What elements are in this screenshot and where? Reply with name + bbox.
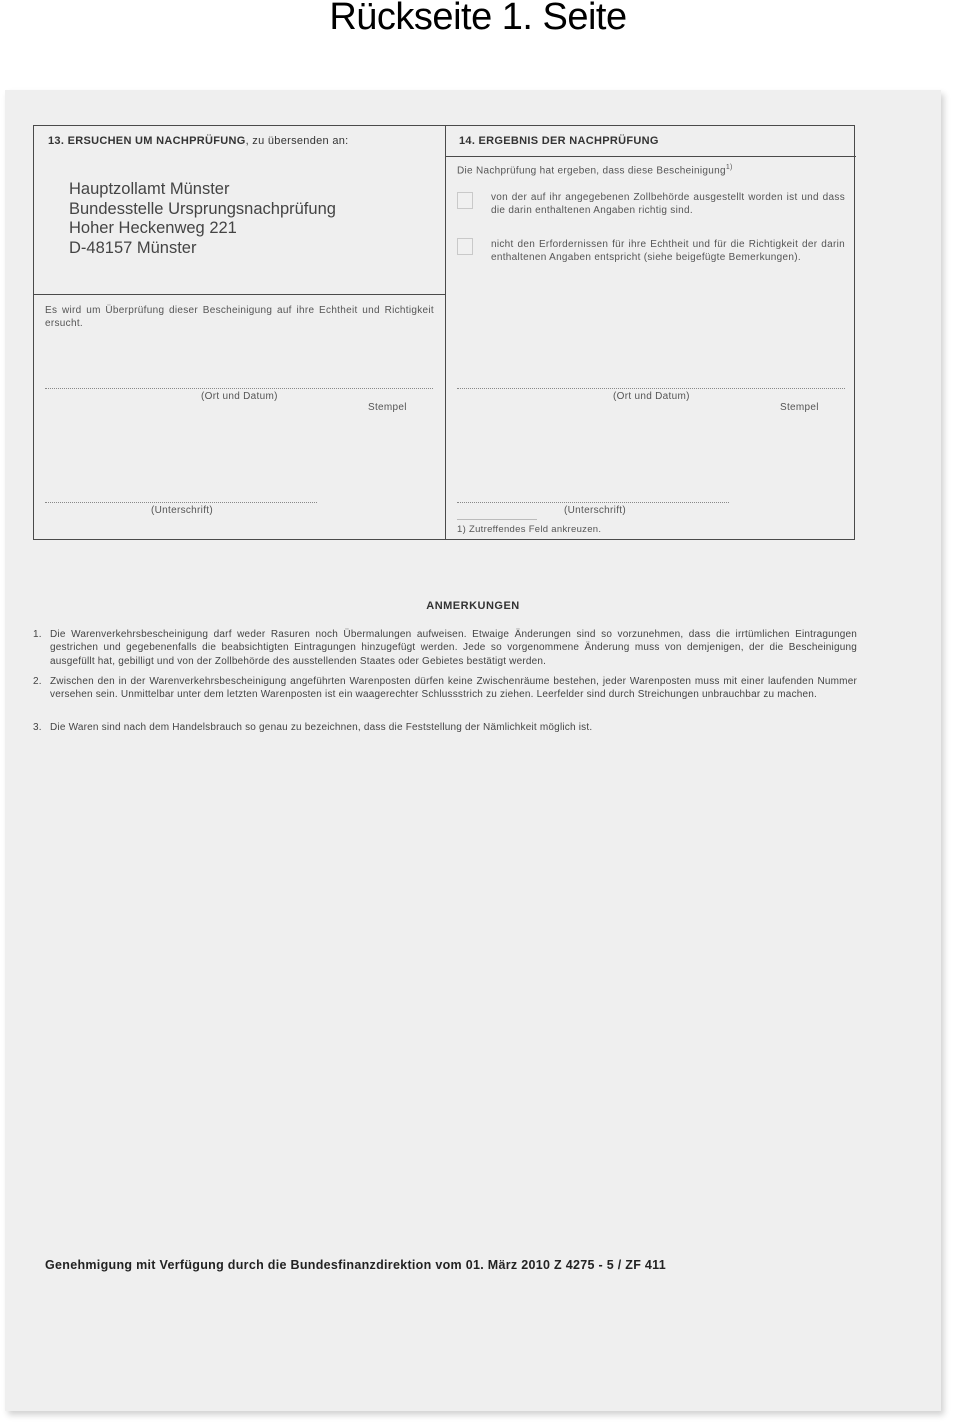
signature-line-14[interactable] xyxy=(457,502,729,503)
signature-label-14: (Unterschrift) xyxy=(564,505,626,516)
address-line: Bundesstelle Ursprungsnachprüfung xyxy=(69,199,336,218)
intro-footnote-ref: 1) xyxy=(725,164,733,171)
note-number: 1. xyxy=(33,629,42,640)
option-valid-text: von der auf ihr angegebenen Zollbehörde ausgestellt worden ist und dass die darin enthaltenen Angaben richtig sind. xyxy=(491,192,845,216)
section14-header-divider xyxy=(446,156,856,157)
approval-footer: Genehmigung mit Verfügung durch die Bundesfinanzdirektion vom 01. März 2010 Z 4275 - 5 / ZF 411 xyxy=(45,1258,666,1272)
page-caption: Rückseite 1. Seite xyxy=(329,0,627,38)
note-text: Zwischen den in der Warenverkehrsbescheinigung angeführten Warenposten dürfen keine Zwischenräume bestehen, jeder Warenposten muss mit einer laufenden Nummer versehen sein. Unmittelbar unter dem letzten Warenposten ist ein waagerechter Schlussstrich zu ziehen. Leerfelder sind durch Streichungen unbrauchbar zu machen. xyxy=(50,676,857,701)
verification-form xyxy=(33,125,855,540)
section13-title-bold: ERSUCHEN UM NACHPRÜFUNG xyxy=(67,135,246,147)
option-valid-checkbox[interactable] xyxy=(457,192,473,209)
notes-title: ANMERKUNGEN xyxy=(426,600,520,612)
note-text: Die Waren sind nach dem Handelsbrauch so genau zu bezeichnen, dass die Feststellung der Nämlichkeit möglich ist. xyxy=(50,722,593,733)
place-date-line-14[interactable] xyxy=(457,388,845,389)
footnote-text: 1) Zutreffendes Feld ankreuzen. xyxy=(457,524,602,535)
stamp-label-13: Stempel xyxy=(368,402,407,413)
column-divider xyxy=(445,126,446,539)
request-text: Es wird um Überprüfung dieser Bescheinigung auf ihre Echtheit und Richtigkeit ersucht. xyxy=(45,305,434,329)
form-sheet xyxy=(5,90,941,1411)
stamp-label-14: Stempel xyxy=(780,402,819,413)
address-line: Hoher Heckenweg 221 xyxy=(69,219,237,237)
recipient-address xyxy=(69,180,336,258)
place-date-line-13[interactable] xyxy=(45,388,433,389)
note-number: 3. xyxy=(33,722,42,733)
section14-title: 14. ERGEBNIS DER NACHPRÜFUNG xyxy=(459,135,659,147)
note-item xyxy=(33,675,857,702)
address-line: Hauptzollamt Münster xyxy=(69,180,230,198)
signature-label-13: (Unterschrift) xyxy=(151,505,213,516)
section14-intro xyxy=(457,164,733,176)
note-item xyxy=(33,628,857,668)
note-number: 2. xyxy=(33,676,42,687)
place-date-label-14: (Ort und Datum) xyxy=(613,391,690,402)
option-invalid-checkbox[interactable] xyxy=(457,238,473,255)
note-item xyxy=(33,721,857,734)
section13-divider xyxy=(34,294,445,295)
signature-line-13[interactable] xyxy=(45,502,317,503)
option-invalid-text: nicht den Erfordernissen für ihre Echtheit und für die Richtigkeit der darin enthaltenen Angaben entspricht (siehe beigefügte Bemerkungen). xyxy=(491,239,845,263)
section13-title-rest: , zu übersenden an: xyxy=(245,135,349,147)
intro-text: Die Nachprüfung hat ergeben, dass diese Bescheinigung xyxy=(457,165,726,177)
section13-number: 13. xyxy=(48,135,65,147)
address-line: D-48157 Münster xyxy=(69,238,197,257)
section13-title xyxy=(48,135,349,147)
footnote-rule xyxy=(457,519,537,520)
note-text: Die Warenverkehrsbescheinigung darf weder Rasuren noch Übermalungen aufweisen. Etwaige Änderungen sind so vorzunehmen, dass die irrtümlichen Eintragungen gestrichen und gegebenenfalls die beabsichtigten Eintragungen hinzugefügt werden. Jede so vorgenommene Änderung muss von demjenigen, der die Bescheinigung ausgefüllt hat, gebilligt und von der Zollbehörde des ausstellenden Staates oder Gebietes bestätigt werden. xyxy=(50,629,857,667)
place-date-label-13: (Ort und Datum) xyxy=(201,391,278,402)
